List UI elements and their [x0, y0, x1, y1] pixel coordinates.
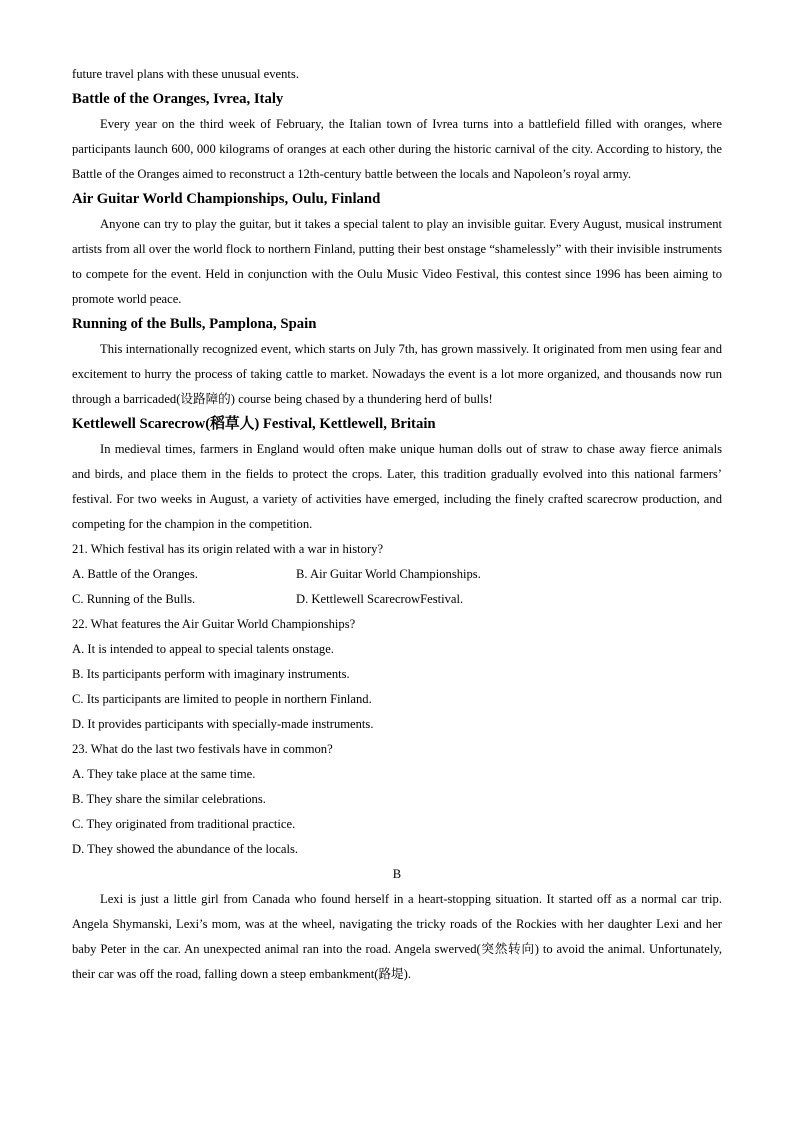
question-23-option-b: B. They share the similar celebrations.	[72, 792, 266, 806]
question-23-option-c: C. They originated from traditional practice.	[72, 817, 296, 831]
question-23-option-a: A. They take place at the same time.	[72, 767, 256, 781]
question-22-option-a: A. It is intended to appeal to special talents onstage.	[72, 642, 334, 656]
question-22-option-c: C. Its participants are limited to people in northern Finland.	[72, 692, 372, 706]
question-21-options-row-2	[72, 587, 722, 612]
question-22-stem: 22. What features the Air Guitar World Championships?	[72, 617, 356, 631]
festival-heading-scarecrow: Kettlewell Scarecrow(稻草人) Festival, Kettlewell, Britain	[72, 416, 436, 432]
festival-text-bulls: This internationally recognized event, which starts on July 7th, has grown massively. It originated from men using fear and excitement to hurry the process of taking cattle to market. Nowadays the event is a lot more organized, and thousands now run through a barricaded(设路障的) course being chased by a thundering herd of bulls!	[72, 342, 722, 406]
festival-heading-bulls: Running of the Bulls, Pamplona, Spain	[72, 316, 317, 332]
section-b-text: Lexi is just a little girl from Canada who found herself in a heart-stopping situation. It started off as a normal car trip. Angela Shymanski, Lexi’s mom, was at the wheel, navigating the tricky roads of the Rockies with her daughter Lexi and her baby Peter in the car. An unexpected animal ran into the road. Angela swerved(突然转向) to avoid the animal. Unfortunately, their car was off the road, falling down a steep embankment(路堤).	[72, 892, 722, 981]
festival-text-scarecrow: In medieval times, farmers in England would often make unique human dolls out of straw to chase away fierce animals and birds, and place them in the fields to protect the crops. Later, this tradition gradually evolved into this national farmers’ festival. For two weeks in August, a variety of activities have emerged, including the finely crafted scarecrow production, and competing for the champion in the competition.	[72, 442, 722, 531]
question-22-option-d: D. It provides participants with specially-made instruments.	[72, 717, 374, 731]
question-21-option-a: A. Battle of the Oranges.	[72, 567, 198, 581]
intro-tail: future travel plans with these unusual events.	[72, 67, 299, 81]
festival-text-air-guitar: Anyone can try to play the guitar, but it takes a special talent to play an invisible guitar. Every August, musical instrument artists from all over the world flock to northern Finland, putting their best onstage “shamelessly” with their invisible instruments to compete for the event. Held in conjunction with the Oulu Music Video Festival, this contest since 1996 has been aiming to promote world peace.	[72, 217, 722, 306]
question-21-option-b: B. Air Guitar World Championships.	[296, 567, 481, 581]
question-21-option-c: C. Running of the Bulls.	[72, 592, 196, 606]
question-22-option-b: B. Its participants perform with imaginary instruments.	[72, 667, 350, 681]
question-21-stem: 21. Which festival has its origin related with a war in history?	[72, 542, 384, 556]
question-23-stem: 23. What do the last two festivals have in common?	[72, 742, 333, 756]
question-23-option-d: D. They showed the abundance of the locals.	[72, 842, 299, 856]
question-21-option-d: D. Kettlewell ScarecrowFestival.	[296, 592, 464, 606]
festival-heading-air-guitar: Air Guitar World Championships, Oulu, Finland	[72, 191, 381, 207]
document-page	[72, 62, 722, 987]
section-b-label: B	[392, 867, 402, 881]
festival-heading-oranges: Battle of the Oranges, Ivrea, Italy	[72, 91, 284, 107]
question-21-options-row-1	[72, 562, 722, 587]
festival-text-oranges: Every year on the third week of February, the Italian town of Ivrea turns into a battlefield filled with oranges, where participants launch 600, 000 kilograms of oranges at each other during the historic carnival of the city. According to history, the Battle of the Oranges aimed to reconstruct a 12th-century battle between the locals and Napoleon’s royal army.	[72, 117, 722, 181]
